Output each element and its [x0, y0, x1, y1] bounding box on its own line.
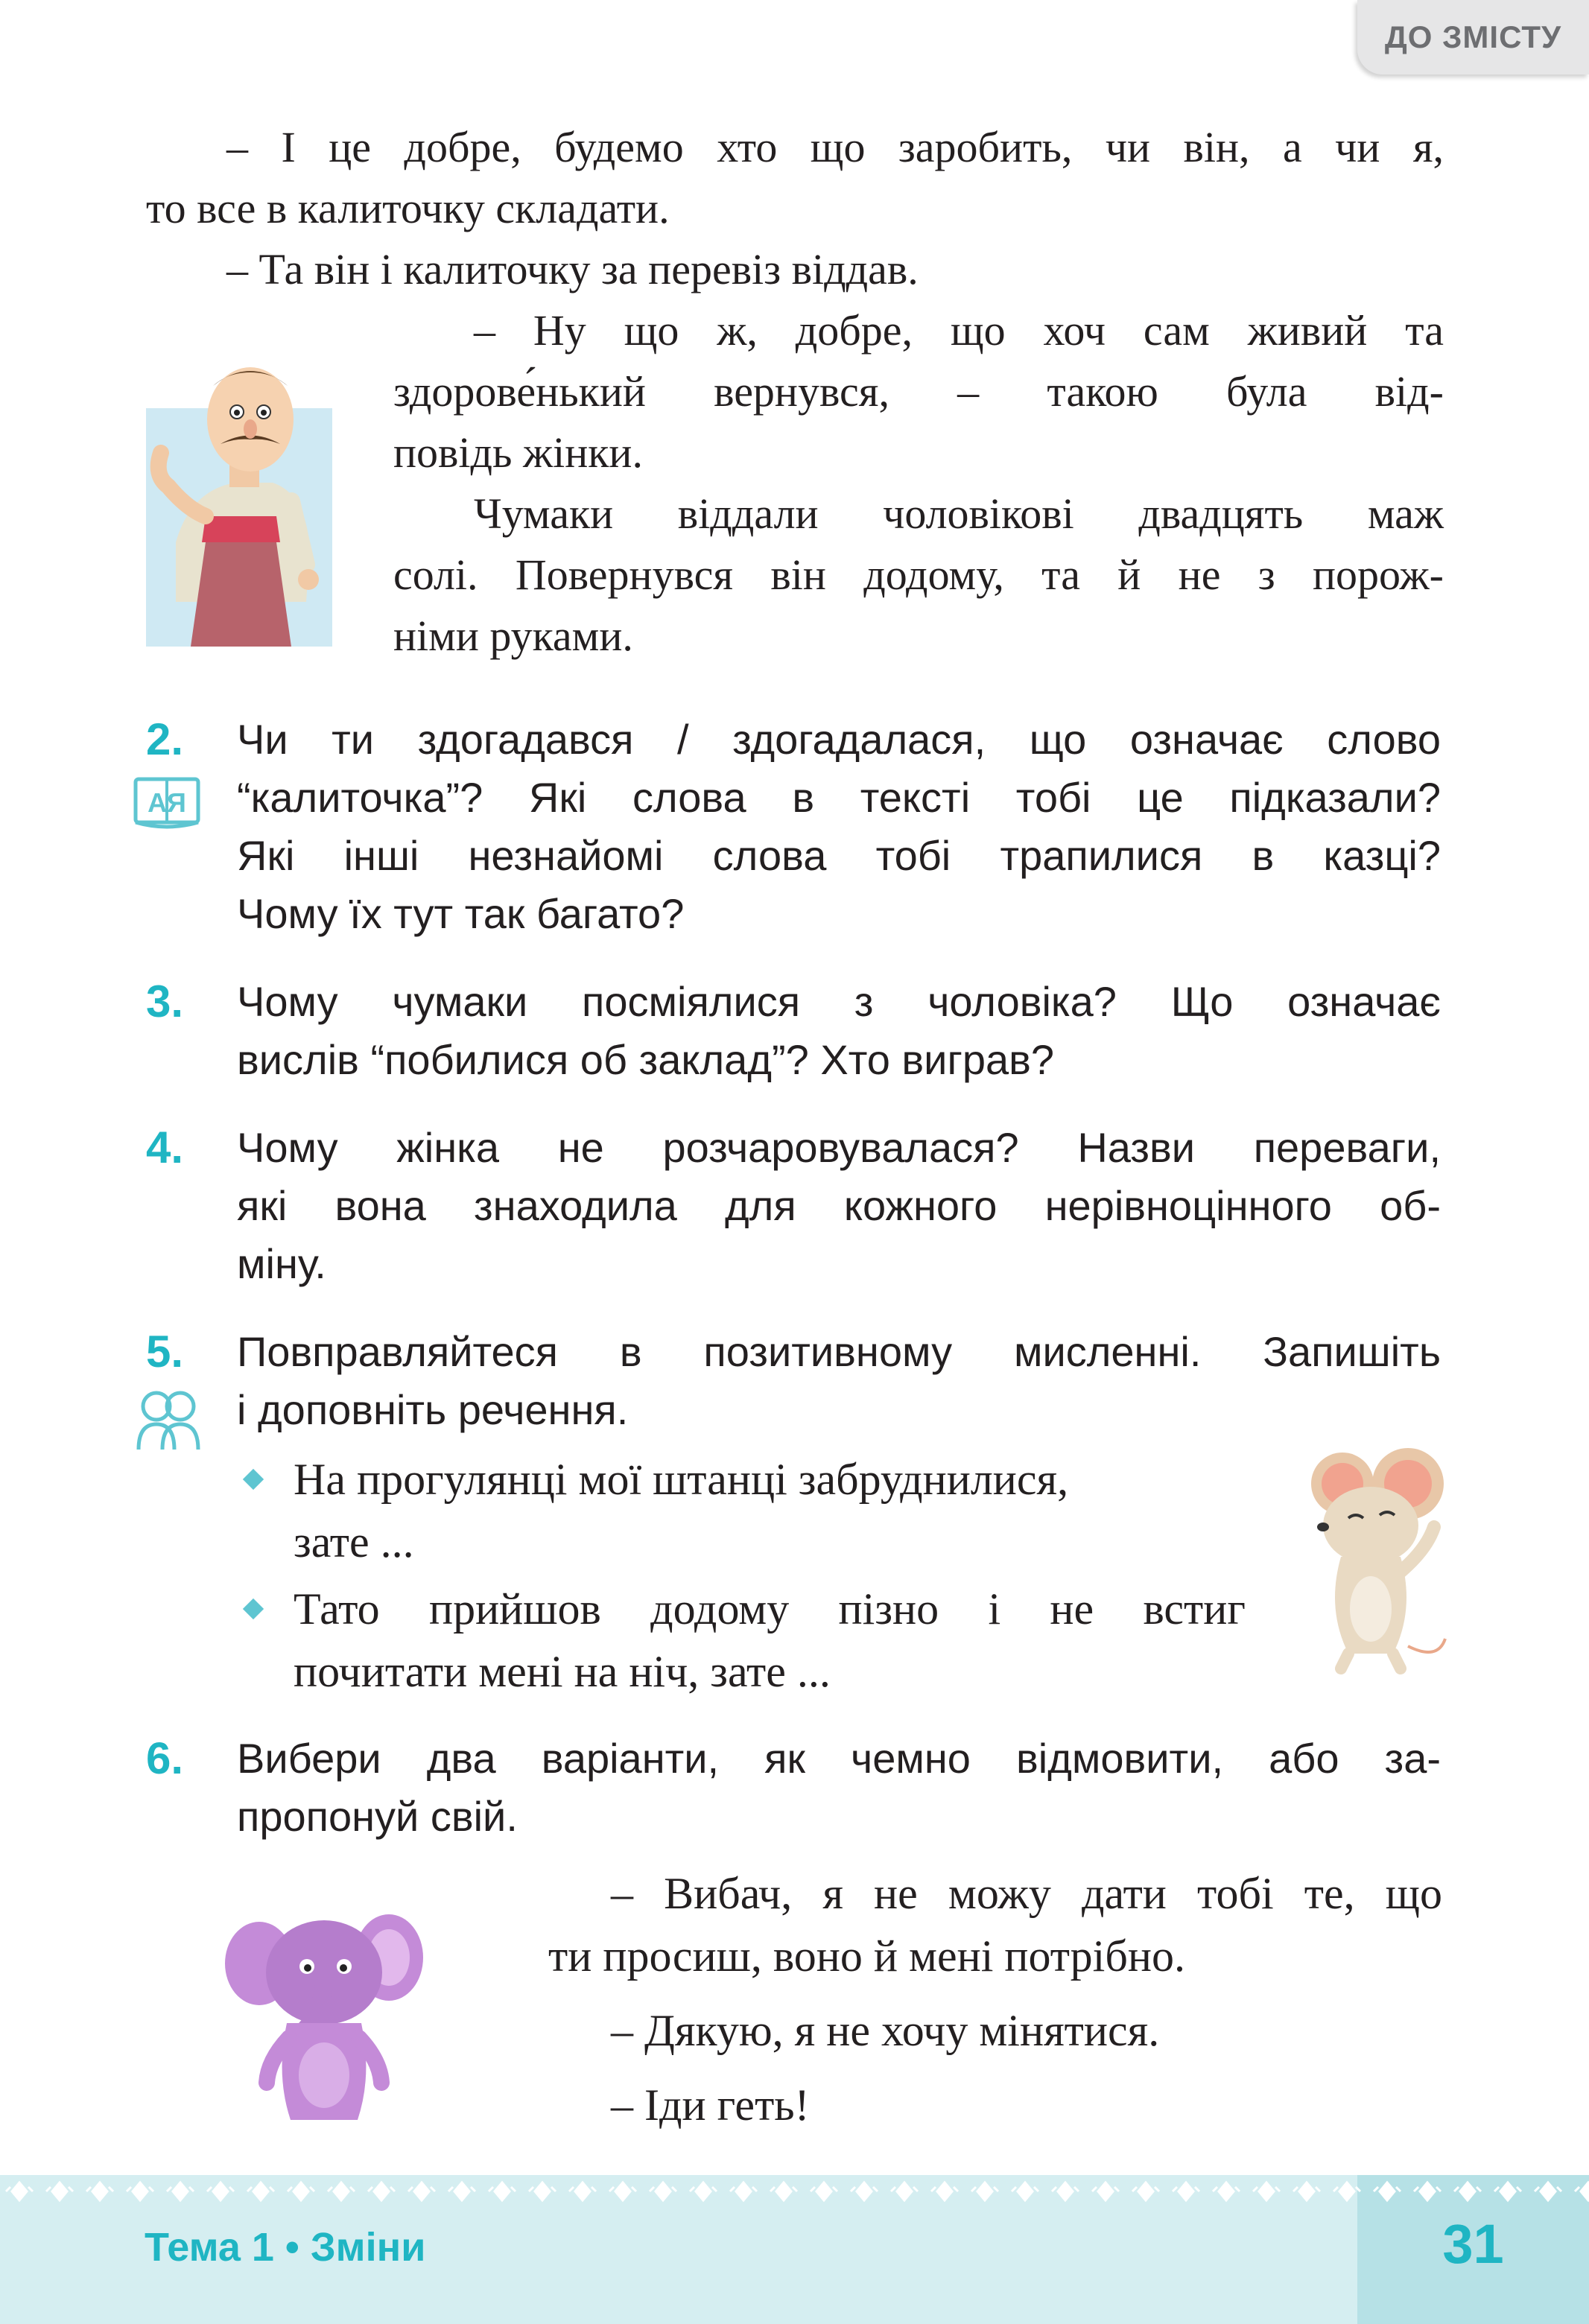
dictionary-icon-label: АЯ: [148, 787, 186, 818]
ornament-mark: [408, 2182, 435, 2200]
story-line-6: повідь жінки.: [393, 428, 643, 477]
elephant-illustration: [223, 1904, 425, 2130]
cossack-man-illustration: [146, 356, 340, 647]
task-number-3: 3.: [146, 977, 184, 1026]
option-1-line-2: ти просиш, воно й мені потрібно.: [548, 1931, 1185, 1981]
ornament-mark: [609, 2182, 636, 2200]
task-3-line-2: вислів “побилися об заклад”? Хто виграв?: [237, 1036, 1055, 1083]
dictionary-icon: [131, 775, 203, 831]
task-number-6: 6.: [146, 1733, 184, 1783]
ornament-mark: [86, 2182, 113, 2200]
footer-topic: Тема 1 • Зміни: [145, 2225, 426, 2270]
story-line-8: солі. Повернувся він додому, та й не з порож-: [393, 550, 1444, 599]
bullet-1-line-1: На прогулянці мої штанці забруднилися,: [294, 1455, 1069, 1504]
ornament-mark: [1454, 2182, 1481, 2200]
ornament-mark: [811, 2182, 837, 2200]
ornament-mark: [971, 2182, 998, 2200]
task-2-line-4: Чому їх тут так багато?: [237, 890, 685, 937]
task-2-line-3: Які інші незнайомі слова тобі трапилися в казці?: [237, 832, 1441, 879]
task-5-line-2: і доповніть речення.: [237, 1386, 629, 1433]
task-number-5: 5.: [146, 1327, 184, 1377]
task-5-line-1: Повправляйтеся в позитивному мисленні. Запишіть: [237, 1328, 1441, 1375]
bullet-2-line-1: Тато прийшов додому пізно і не встиг: [294, 1584, 1246, 1634]
ornament-mark: [1132, 2182, 1159, 2200]
option-2: – Дякую, я не хочу мінятися.: [611, 2006, 1160, 2055]
ornament-mark: [1012, 2182, 1038, 2200]
ornament-mark: [891, 2182, 918, 2200]
ornament-mark: [851, 2182, 878, 2200]
ornament-mark: [931, 2182, 958, 2200]
task-6-line-1: Вибери два варіанти, як чемно відмовити, або за-: [237, 1735, 1441, 1782]
task-3-line-1: Чому чумаки посміялися з чоловіка? Що означає: [237, 978, 1441, 1025]
task-4-line-1: Чому жінка не розчаровувалася? Назви переваги,: [237, 1124, 1441, 1171]
bullet-marker: [243, 1469, 264, 1490]
ornament-mark: [288, 2182, 314, 2200]
mouse-illustration: [1296, 1438, 1453, 1676]
task-number-2: 2.: [146, 714, 184, 764]
ornament-mark: [489, 2182, 516, 2200]
story-line-4: – Ну що ж, добре, що хоч сам живий та: [474, 306, 1444, 355]
page-number: 31: [1442, 2213, 1504, 2275]
ornament-mark: [1374, 2182, 1401, 2200]
ornament-mark: [46, 2182, 73, 2200]
table-of-contents-tab[interactable]: ДО ЗМІСТУ: [1357, 0, 1589, 74]
ornament-mark: [690, 2182, 717, 2200]
ornament-mark: [529, 2182, 556, 2200]
task-6-line-2: пропонуй свій.: [237, 1793, 518, 1840]
footer-ornament: [0, 2175, 1589, 2208]
option-1-line-1: – Вибач, я не можу дати тобі те, що: [611, 1869, 1442, 1918]
ornament-mark: [207, 2182, 234, 2200]
bullet-2-line-2: почитати мені на ніч, зате ...: [294, 1647, 831, 1696]
ornament-mark: [1494, 2182, 1521, 2200]
ornament-mark: [770, 2182, 797, 2200]
ornament-mark: [368, 2182, 395, 2200]
ornament-mark: [1414, 2182, 1441, 2200]
task-2-line-1: Чи ти здогадався / здогадалася, що означає слово: [237, 716, 1441, 763]
ornament-mark: [1253, 2182, 1280, 2200]
task-4-line-3: міну.: [237, 1240, 326, 1287]
ornament-mark: [328, 2182, 355, 2200]
ornament-mark: [1293, 2182, 1320, 2200]
ornament-mark: [127, 2182, 153, 2200]
ornament-mark: [1575, 2182, 1589, 2200]
story-line-2: то все в калиточку складати.: [146, 184, 670, 232]
task-4-line-2: які вона знаходила для кожного нерівноцінного об-: [237, 1182, 1441, 1229]
story-line-3: – Та він і калиточку за перевіз віддав.: [226, 245, 919, 293]
ornament-mark: [730, 2182, 757, 2200]
ornament-mark: [650, 2182, 676, 2200]
pair-work-icon: [133, 1384, 204, 1455]
bullet-marker: [243, 1598, 264, 1619]
ornament-mark: [1173, 2182, 1199, 2200]
ornament-mark: [1092, 2182, 1119, 2200]
ornament-mark: [1052, 2182, 1079, 2200]
ornament-mark: [1213, 2182, 1240, 2200]
ornament-mark: [569, 2182, 596, 2200]
task-2-line-2: “калиточка”? Які слова в тексті тобі це підказали?: [237, 774, 1441, 821]
bullet-1-line-2: зате ...: [294, 1517, 414, 1566]
story-line-7: Чумаки віддали чоловікові двадцять маж: [474, 489, 1444, 538]
ornament-mark: [448, 2182, 475, 2200]
ornament-mark: [1535, 2182, 1561, 2200]
ornament-mark: [6, 2182, 33, 2200]
story-line-9: німи руками.: [393, 612, 633, 660]
story-line-1: – І це добре, будемо хто що заробить, чи він, а чи я,: [226, 123, 1444, 171]
task-number-4: 4.: [146, 1123, 184, 1172]
ornament-mark: [247, 2182, 274, 2200]
ornament-mark: [167, 2182, 194, 2200]
ornament-mark: [1333, 2182, 1360, 2200]
option-3: – Іди геть!: [611, 2080, 810, 2130]
story-line-5: здорове́нький вернувся, – такою була від-: [393, 367, 1444, 416]
